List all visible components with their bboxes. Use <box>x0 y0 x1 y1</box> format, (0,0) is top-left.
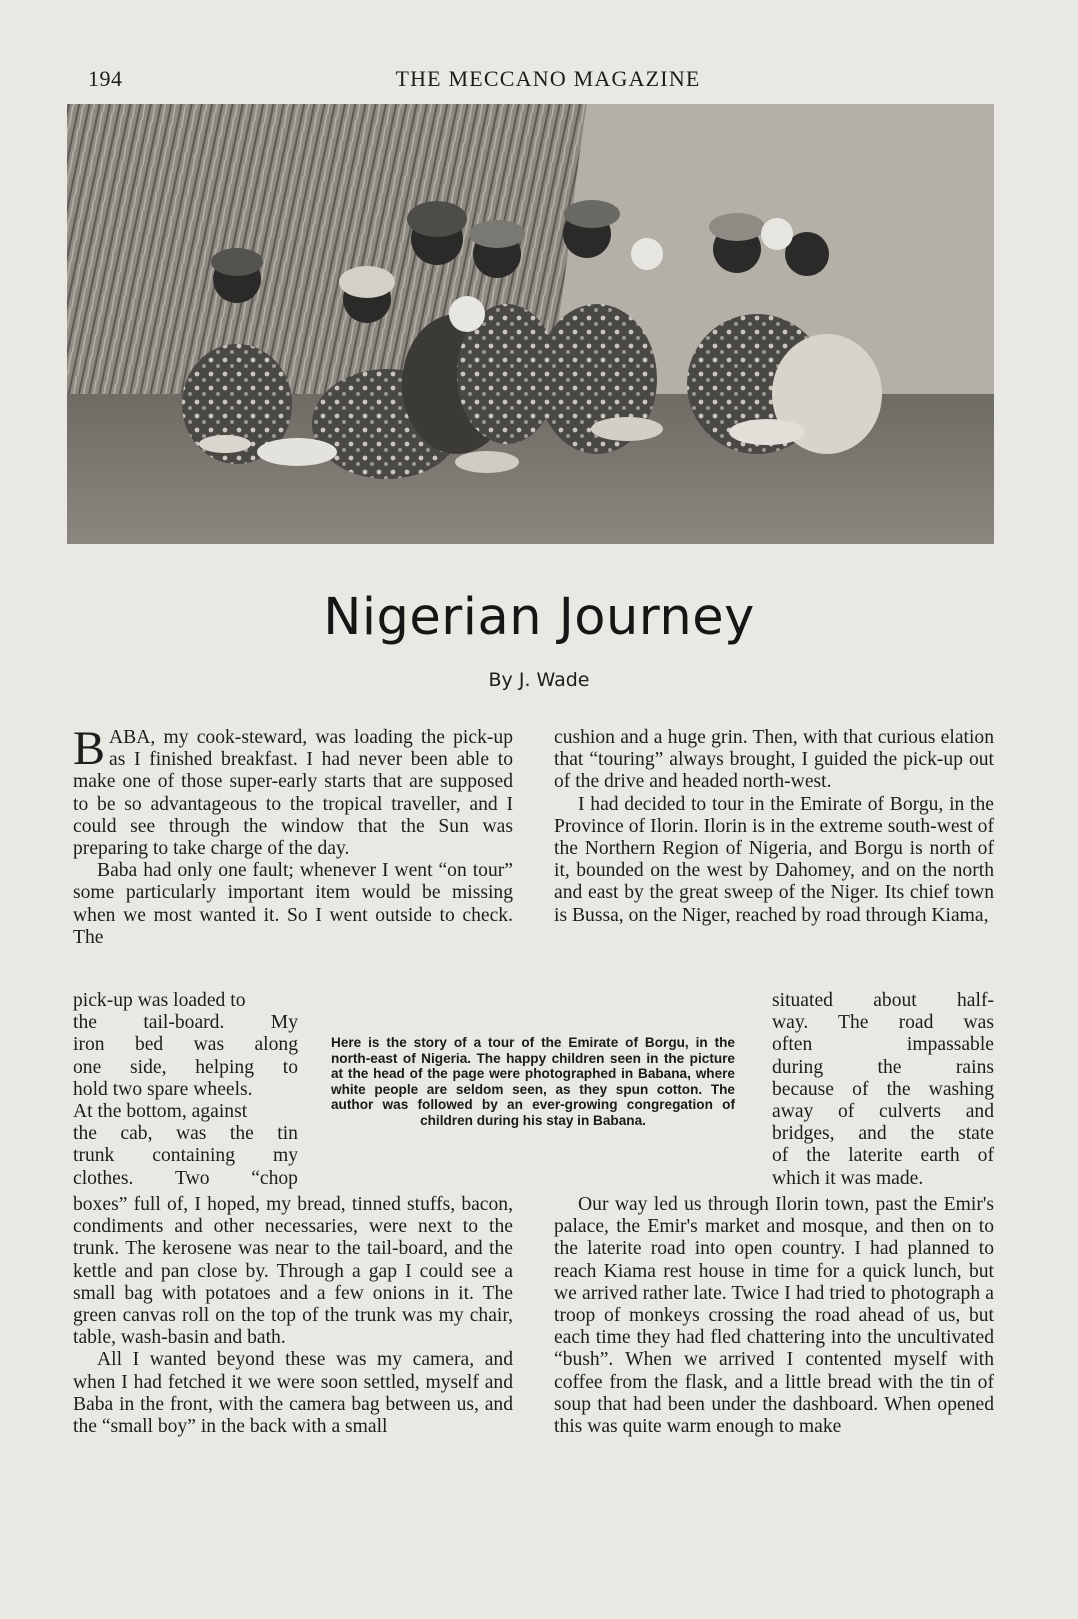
article-title: Nigerian Journey <box>323 588 755 647</box>
word: tail-board. <box>143 1012 225 1034</box>
word: the <box>73 1012 97 1034</box>
word: At the bottom, against <box>73 1101 248 1123</box>
text-line: often impassable <box>772 1034 994 1056</box>
text-line <box>73 1123 298 1145</box>
word: hold two spare wheels. <box>73 1078 253 1100</box>
paragraph: All I wanted beyond these was my camera, and when I had fetched it we were soon settled, myself and Baba in the front, with the camera bag between us, and the “small boy” in the back with a small <box>73 1349 513 1438</box>
word: helping <box>195 1056 255 1078</box>
text-line <box>73 1057 298 1079</box>
word: My <box>270 1012 298 1034</box>
text-line: because of the washing <box>772 1078 994 1100</box>
text-line <box>73 1012 298 1034</box>
word: pick-up was loaded to <box>73 990 246 1011</box>
right-column-top <box>554 727 994 927</box>
text-line <box>73 1145 298 1167</box>
left-column-top <box>73 722 513 949</box>
paragraph: cushion and a huge grin. Then, with that curious elation that “touring” always brought, I guided the pick-up out of the drive and headed north-west. <box>554 727 994 793</box>
header-photo <box>67 104 994 544</box>
word: was <box>175 1123 207 1145</box>
text-line: of the laterite earth of <box>772 1145 994 1167</box>
word: iron <box>73 1034 105 1056</box>
left-narrow-text <box>73 990 298 1190</box>
word: bed <box>134 1034 164 1056</box>
text-line <box>73 990 298 1012</box>
text-line: way. The road was <box>772 1012 994 1034</box>
word: to <box>282 1056 298 1078</box>
right-narrow-text <box>772 990 994 1190</box>
word: along <box>254 1034 298 1056</box>
word: the <box>229 1123 254 1145</box>
word: Two <box>175 1167 210 1189</box>
text-line <box>73 1101 298 1123</box>
left-column-bottom <box>73 1194 513 1438</box>
text-line: which it was made. <box>772 1167 924 1189</box>
text-line <box>73 1079 298 1101</box>
word: one <box>73 1056 102 1078</box>
word: the <box>73 1123 97 1145</box>
paragraph: I had decided to tour in the Emirate of Borgu, in the Province of Ilorin. Ilorin is in the extreme south-west of the Northern Region of Nigeria, and Borgu is north of it, bounded on the west by Dahomey, and on the north and east by the great sweep of the Niger. Its chief town is Bussa, on the Niger, reached by road through Kiama, <box>554 793 994 926</box>
page-number: 194 <box>88 66 123 91</box>
right-column-bottom <box>554 1194 994 1438</box>
word: tin <box>277 1123 298 1145</box>
article-byline: By J. Wade <box>488 669 590 691</box>
word: containing <box>152 1145 236 1167</box>
text-line: bridges, and the state <box>772 1123 994 1145</box>
page-header <box>88 66 1008 96</box>
paragraph: boxes” full of, I hoped, my bread, tinned stuffs, bacon, condiments and other necessaries, were next to the trunk. The kerosene was near to the tail-board, and the kettle and pan close by. Through a gap I could see a small bag with potatoes and a few onions in it. The green canvas roll on the top of the trunk was my chair, table, wash-basin and bath. <box>73 1194 513 1349</box>
word: side, <box>130 1056 167 1078</box>
text-line: away of culverts and <box>772 1101 994 1123</box>
paragraph: Our way led us through Ilorin town, past the Emir's palace, the Emir's market and mosque, and then on to the laterite road into open country. I had planned to reach Kiama rest house in time for a quick lunch, but we arrived rather late. Twice I had tried to photograph a troop of monkeys crossing the road ahead of us, but each time they had fled chattering into the uncultivated “bush”. When we arrived I contented myself with coffee from the flask, and a little bread with the tin of soup that had been under the dashboard. When opened this was quite warm enough to make <box>554 1194 994 1438</box>
text-line <box>73 1034 298 1056</box>
drop-cap: B <box>73 722 106 775</box>
paragraph: BABA, my cook-steward, was loading the pick-up as I finished breakfast. I had never been able to make one of those super-early starts that are supposed to be so advantageous to the tropical traveller, and I could see through the window that the Sun was preparing to take charge of the day. <box>73 722 513 860</box>
text-line: situated about half- <box>772 990 994 1011</box>
word: cab, <box>120 1123 153 1145</box>
word: was <box>193 1034 225 1056</box>
text-line <box>73 1168 298 1190</box>
word: “chop <box>251 1167 298 1189</box>
word: trunk <box>73 1145 115 1167</box>
magazine-title: THE MECCANO MAGAZINE <box>395 66 701 91</box>
photo-illustration <box>67 104 994 544</box>
word: clothes. <box>73 1167 134 1189</box>
word: my <box>272 1145 298 1167</box>
paragraph: Baba had only one fault; whenever I went “on tour” some particularly important item would be missing when we most wanted it. So I went outside to check. The <box>73 860 513 948</box>
photo-caption: Here is the story of a tour of the Emirate of Borgu, in the north-east of Nigeria. The happy children seen in the picture at the head of the page were photographed in Babana, where white people are seldom seen, as they spun cotton. The author was followed by an ever-growing congregation of children during his stay in Babana. <box>331 1035 735 1128</box>
text-line: during the rains <box>772 1056 994 1078</box>
